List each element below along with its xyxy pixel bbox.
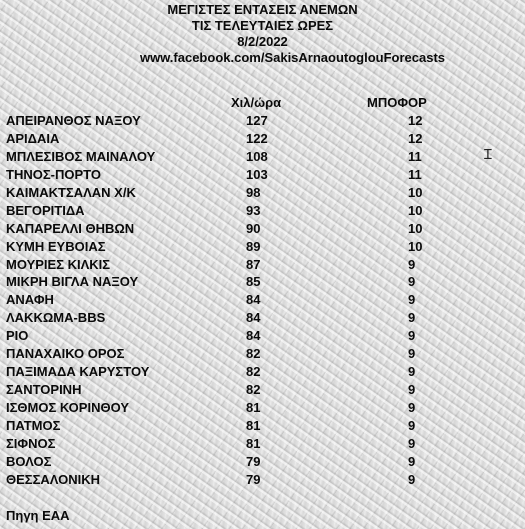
wind-beaufort: 12 [408,113,423,128]
title-line-1: ΜΕΓΙΣΤΕΣ ΕΝΤΑΣΕΙΣ ΑΝΕΜΩΝ [167,2,358,17]
table-row [6,327,506,345]
table-row [6,381,506,399]
wind-speed-kmh: 79 [246,471,261,487]
wind-speed-kmh: 82 [246,364,261,380]
station-name: ΤΗΝΟΣ-ΠΟΡΤΟ [6,166,101,182]
wind-beaufort: 9 [408,346,416,362]
table-row [6,256,506,274]
column-header-beaufort: ΜΠΟΦΟΡ [367,95,427,110]
wind-speed-kmh: 82 [246,382,261,398]
station-name: ΜΠΛΕΣΙΒΟΣ ΜΑΙΝΑΛΟΥ [6,148,156,164]
wind-beaufort: 9 [408,274,416,290]
table-row [6,130,506,148]
wind-beaufort: 10 [408,184,423,200]
table-row [6,471,506,489]
wind-speed-kmh: 81 [246,417,261,433]
station-name: ΙΣΘΜΟΣ ΚΟΡΙΝΘΟΥ [6,400,129,415]
wind-beaufort: 11 [408,166,422,182]
table-row [6,220,506,238]
wind-beaufort: 10 [408,202,423,218]
table-row [6,273,506,291]
station-name: ΚΑΠΑΡΕΛΛΙ ΘΗΒΩΝ [6,220,135,236]
wind-beaufort: 9 [408,310,416,326]
table-row [6,112,506,130]
wind-speed-kmh: 82 [246,346,261,362]
table-row [6,184,506,202]
wind-beaufort: 9 [408,256,416,272]
station-name: ΣΑΝΤΟΡΙΝΗ [6,382,82,398]
wind-beaufort: 10 [408,238,423,254]
table-row [6,417,506,435]
wind-beaufort: 9 [408,400,416,415]
station-name: ΑΝΑΦΗ [6,292,54,308]
title-date: 8/2/2022 [237,34,288,49]
wind-beaufort: 10 [408,220,423,236]
wind-beaufort: 9 [408,382,416,398]
station-name: ΒΟΛΟΣ [6,453,52,469]
wind-beaufort: 9 [408,453,416,469]
table-row [6,238,506,256]
text-cursor-icon: Ɪ [484,147,492,163]
wind-speed-kmh: 103 [246,166,268,182]
wind-speed-kmh: 84 [246,328,261,344]
table-row [6,345,506,363]
station-name: ΘΕΣΣΑΛΟΝΙΚΗ [6,471,100,487]
wind-speed-kmh: 81 [246,400,261,415]
wind-speed-kmh: 108 [246,148,268,164]
station-name: ΜΟΥΡΙΕΣ ΚΙΛΚΙΣ [6,256,111,272]
station-name: ΜΙΚΡΗ ΒΙΓΛΑ ΝΑΞΟΥ [6,274,139,290]
wind-beaufort: 9 [408,364,416,380]
station-name: ΛΑΚΚΩΜΑ-BBS [6,310,106,326]
table-row [6,399,506,417]
wind-speed-kmh: 90 [246,220,261,236]
wind-beaufort: 11 [408,148,422,164]
table-row [6,291,506,309]
wind-speed-kmh: 81 [246,435,261,451]
table-row [6,435,506,453]
station-name: ΚΥΜΗ ΕΥΒΟΙΑΣ [6,238,106,254]
table-row [6,453,506,471]
table-row [6,309,506,327]
station-name: ΑΡΙΔΑΙΑ [6,130,60,146]
wind-speed-kmh: 85 [246,274,261,290]
wind-beaufort: 9 [408,328,416,344]
table-row [6,166,506,184]
source-note: Πηγη ΕΑΑ [6,508,70,523]
title-line-2: ΤΙΣ ΤΕΛΕΥΤΑΙΕΣ ΩΡΕΣ [191,18,334,33]
wind-speed-kmh: 89 [246,238,261,254]
wind-speed-kmh: 122 [246,130,268,146]
title-url: www.facebook.com/SakisArnaoutoglouForecasts [139,50,446,65]
wind-speed-kmh: 127 [246,113,268,128]
wind-beaufort: 9 [408,292,416,308]
wind-speed-kmh: 93 [246,202,261,218]
wind-speed-kmh: 98 [246,184,261,200]
wind-beaufort: 12 [408,130,423,146]
station-name: ΚΑΙΜΑΚΤΣΑΛΑΝ Χ/Κ [6,184,136,200]
station-name: ΡΙΟ [6,328,29,344]
wind-speed-kmh: 84 [246,310,261,326]
station-name: ΣΙΦΝΟΣ [6,435,56,451]
table-row [6,202,506,220]
station-name: ΠΑΞΙΜΑΔΑ ΚΑΡΥΣΤΟΥ [6,364,150,380]
table-row [6,148,506,166]
column-header-kmh: Χιλ/ώρα [231,95,282,110]
station-name: ΑΠΕΙΡΑΝΘΟΣ ΝΑΞΟΥ [6,113,141,128]
station-name: ΠΑΝΑΧΑΙΚΟ ΟΡΟΣ [6,346,125,362]
wind-speed-kmh: 79 [246,453,261,469]
wind-beaufort: 9 [408,417,416,433]
wind-beaufort: 9 [408,435,416,451]
station-name: ΠΑΤΜΟΣ [6,417,61,433]
header [0,2,525,66]
wind-speed-kmh: 87 [246,256,261,272]
wind-table [6,112,506,489]
table-row [6,363,506,381]
wind-beaufort: 9 [408,471,416,487]
wind-speed-kmh: 84 [246,292,261,308]
station-name: ΒΕΓΟΡΙΤΙΔΑ [6,202,85,218]
